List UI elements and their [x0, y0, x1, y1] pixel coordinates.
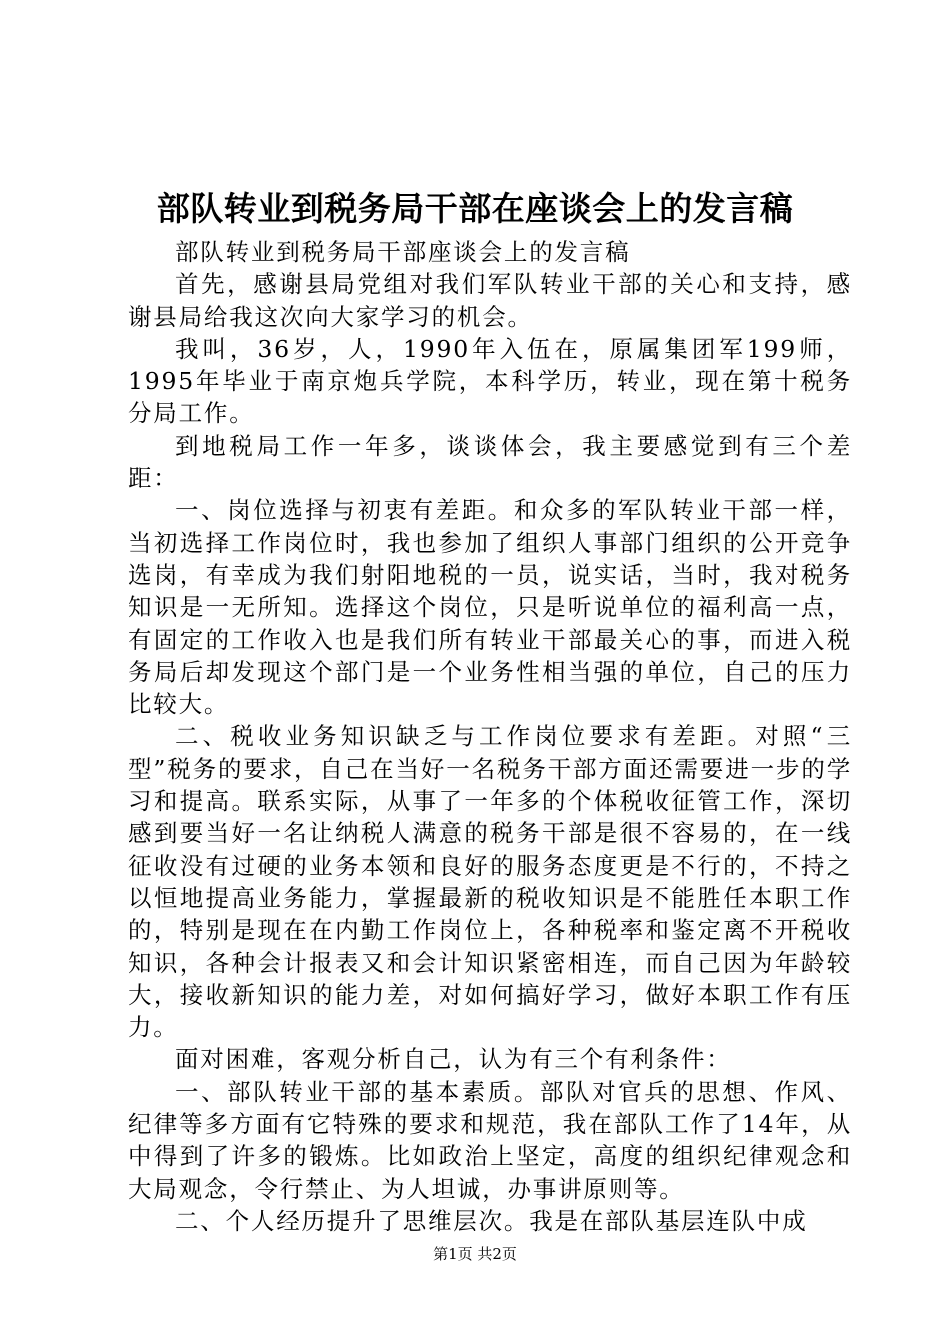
body-paragraph: 到地税局工作一年多，谈谈体会，我主要感觉到有三个差距： [128, 431, 852, 493]
body-paragraph: 一、部队转业干部的基本素质。部队对官兵的思想、作风、纪律等多方面有它特殊的要求和规范，我在部队工作了14年，从中得到了许多的锻炼。比如政治上坚定，高度的组织纪律观念和大局观念，令行禁止、为人坦诚，办事讲原则等。 [128, 1077, 852, 1203]
body-paragraph: 二、税收业务知识缺乏与工作岗位要求有差距。对照“三型”税务的要求，自己在当好一名税务干部方面还需要进一步的学习和提高。联系实际，从事了一年多的个体税收征管工作，深切感到要当好一名让纳税人满意的税务干部是很不容易的，在一线征收没有过硬的业务本领和良好的服务态度更是不行的，不持之以恒地提高业务能力，掌握最新的税收知识是不能胜任本职工作的，特别是现在在内勤工作岗位上，各种税率和鉴定离不开税收知识，各种会计报表又和会计知识紧密相连，而自己因为年龄较大，接收新知识的能力差，对如何搞好学习，做好本职工作有压力。 [128, 722, 852, 1042]
subtitle-paragraph: 部队转业到税务局干部座谈会上的发言稿 [175, 238, 631, 266]
body-paragraph: 二、个人经历提升了思维层次。我是在部队基层连队中成 [175, 1206, 808, 1235]
document-title: 部队转业到税务局干部在座谈会上的发言稿 [156, 189, 794, 228]
body-paragraph: 一、岗位选择与初衷有差距。和众多的军队转业干部一样，当初选择工作岗位时，我也参加了组织人事部门组织的公开竞争选岗，有幸成为我们射阳地税的一员，说实话，当时，我对税务知识是一无所知。选择这个岗位，只是听说单位的福利高一点，有固定的工作收入也是我们所有转业干部最关心的事，而进入税务局后却发现这个部门是一个业务性相当强的单位，自己的压力比较大。 [128, 496, 852, 719]
body-paragraph: 面对困难，客观分析自己，认为有三个有利条件： [175, 1045, 732, 1074]
body-paragraph: 我叫，36岁，人，1990年入伍在，原属集团军199师，1995年毕业于南京炮兵学院，本科学历，转业，现在第十税务分局工作。 [128, 334, 852, 428]
document-body [128, 236, 852, 1237]
body-paragraph: 首先，感谢县局党组对我们军队转业干部的关心和支持，感谢县局给我这次向大家学习的机会。 [128, 270, 852, 331]
page-number-footer: 第1页 共2页 [433, 1245, 517, 1263]
